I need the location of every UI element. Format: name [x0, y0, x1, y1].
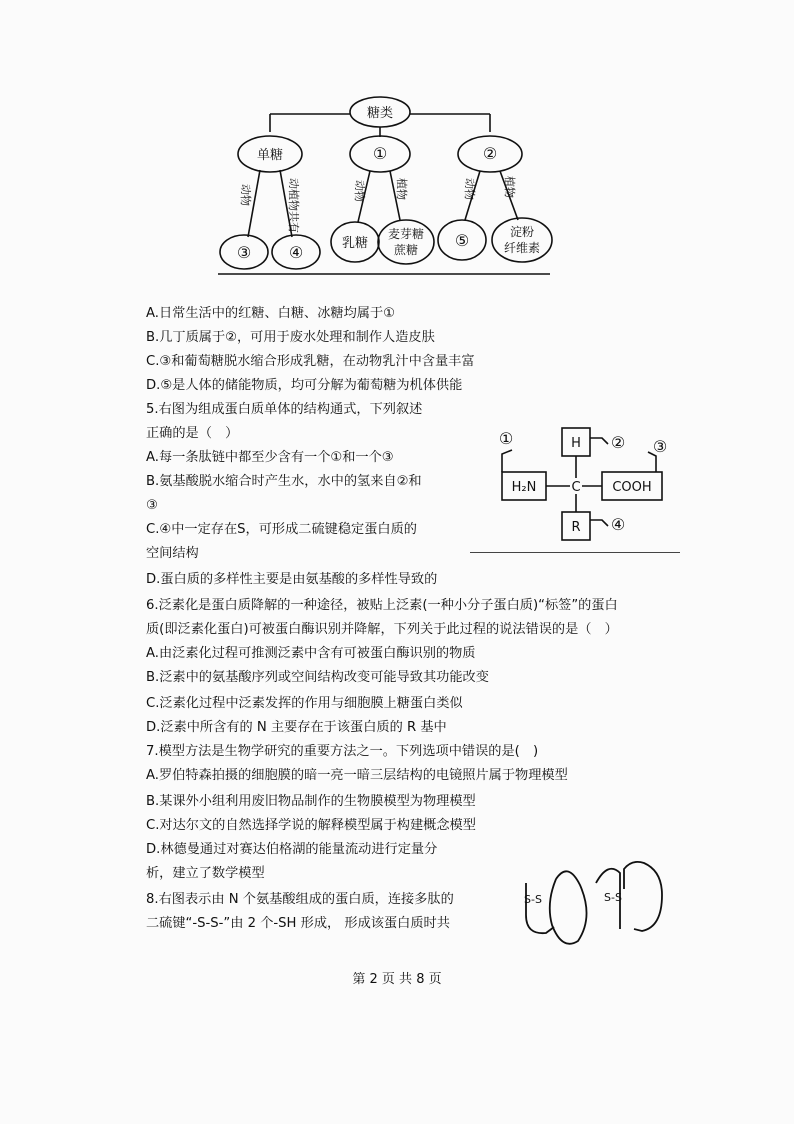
q6-option-b: B.泛素中的氨基酸序列或空间结构改变可能导致其功能改变	[146, 670, 489, 685]
protein-disulfide-diagram	[512, 855, 672, 955]
q7-option-b: B.某课外小组利用废旧物品制作的生物膜模型为物理模型	[146, 794, 476, 809]
edge-label-plant-2: 植物	[503, 176, 516, 198]
q4-option-d: D.⑤是人体的储能物质，均可分解为葡萄糖为机体供能	[146, 378, 463, 393]
q8-stem-line2: 二硫键“-S-S-”由 2 个-SH 形成， 形成该蛋白质时共	[146, 916, 450, 931]
leaf-label-cellulose: 纤维素	[503, 241, 541, 255]
leaf-label-3: ③	[236, 243, 252, 262]
q6-option-d: D.泛素中所含有的 N 主要存在于该蛋白质的 R 基中	[146, 720, 447, 735]
q6-stem-line1: 6.泛素化是蛋白质降解的一种途径，被贴上泛素(一种小分子蛋白质)“标签”的蛋白	[146, 598, 618, 613]
node-label-1: ①	[372, 144, 388, 163]
struct-c: C	[571, 480, 581, 495]
marker-3: ③	[652, 437, 668, 456]
q5-option-b-line2: ③	[146, 498, 158, 513]
leaf-label-4: ④	[288, 243, 304, 262]
q4-option-a: A.日常生活中的红糖、白糖、冰糖均属于①	[146, 306, 395, 321]
amino-acid-structure-diagram	[490, 422, 680, 554]
q7-stem: 7.模型方法是生物学研究的重要方法之一。下列选项中错误的是( )	[146, 744, 539, 759]
q7-option-d-line2: 析，建立了数学模型	[146, 866, 265, 881]
edge-label-shared: 动植物共有	[287, 178, 300, 233]
q7-option-d-line1: D.林德曼通过对赛达伯格湖的能量流动进行定量分	[146, 842, 438, 857]
leaf-label-5: ⑤	[454, 231, 470, 250]
page-footer: 第 2 页 共 8 页	[352, 972, 442, 987]
q5-stem-line1: 5.右图为组成蛋白质单体的结构通式，下列叙述	[146, 402, 423, 417]
root-label: 糖类	[366, 106, 394, 121]
marker-4: ④	[610, 515, 626, 534]
q6-option-c: C.泛素化过程中泛素发挥的作用与细胞膜上糖蛋白类似	[146, 696, 463, 711]
ss-bond-left: S-S	[524, 893, 542, 906]
q7-option-a: A.罗伯特森拍摄的细胞膜的暗一亮一暗三层结构的电镜照片属于物理模型	[146, 768, 568, 783]
q5-option-b-line1: B.氨基酸脱水缩合时产生水，水中的氢来自②和	[146, 474, 422, 489]
q5-option-a: A.每一条肽链中都至少含有一个①和一个③	[146, 450, 394, 465]
q5-option-c-line2: 空间结构	[146, 546, 199, 561]
node-label-monosaccharide: 单糖	[256, 148, 284, 163]
q7-option-c: C.对达尔文的自然选择学说的解释模型属于构建概念模型	[146, 818, 476, 833]
q4-option-c: C.③和葡萄糖脱水缩合形成乳糖，在动物乳汁中含量丰富	[146, 354, 475, 369]
leaf-label-starch: 淀粉	[509, 225, 535, 239]
struct-r: R	[571, 520, 581, 535]
q5-option-c-line1: C.④中一定存在S，可形成二硫键稳定蛋白质的	[146, 522, 417, 537]
node-label-2: ②	[482, 144, 498, 163]
leaf-label-lactose: 乳糖	[341, 236, 369, 251]
marker-1: ①	[498, 429, 514, 448]
struct-cooh: COOH	[612, 480, 652, 495]
q5-stem-line2: 正确的是（ ）	[146, 426, 239, 441]
carbohydrate-tree-diagram	[200, 92, 570, 277]
q5-option-d: D.蛋白质的多样性主要是由氨基酸的多样性导致的	[146, 572, 438, 587]
struct-h: H	[571, 436, 581, 451]
edge-label-animal-3: 动物	[463, 178, 476, 200]
q6-option-a: A.由泛素化过程可推测泛素中含有可被蛋白酶识别的物质	[146, 646, 476, 661]
q4-option-b: B.几丁质属于②，可用于废水处理和制作人造皮肤	[146, 330, 435, 345]
struct-h2n: H₂N	[511, 480, 537, 495]
marker-2: ②	[610, 433, 626, 452]
ss-bond-right: S-S	[604, 891, 622, 904]
edge-label-animal-1: 动物	[239, 184, 252, 206]
q8-stem-line1: 8.右图表示由 N 个氨基酸组成的蛋白质，连接多肽的	[146, 892, 454, 907]
divider	[470, 552, 680, 553]
q6-stem-line2: 质(即泛素化蛋白)可被蛋白酶识别并降解，下列关于此过程的说法错误的是（ ）	[146, 622, 618, 637]
leaf-label-maltose: 麦芽糖	[387, 227, 425, 241]
leaf-label-sucrose: 蔗糖	[393, 243, 419, 257]
edge-label-plant-1: 植物	[395, 178, 408, 200]
edge-label-animal-2: 动物	[353, 180, 366, 202]
